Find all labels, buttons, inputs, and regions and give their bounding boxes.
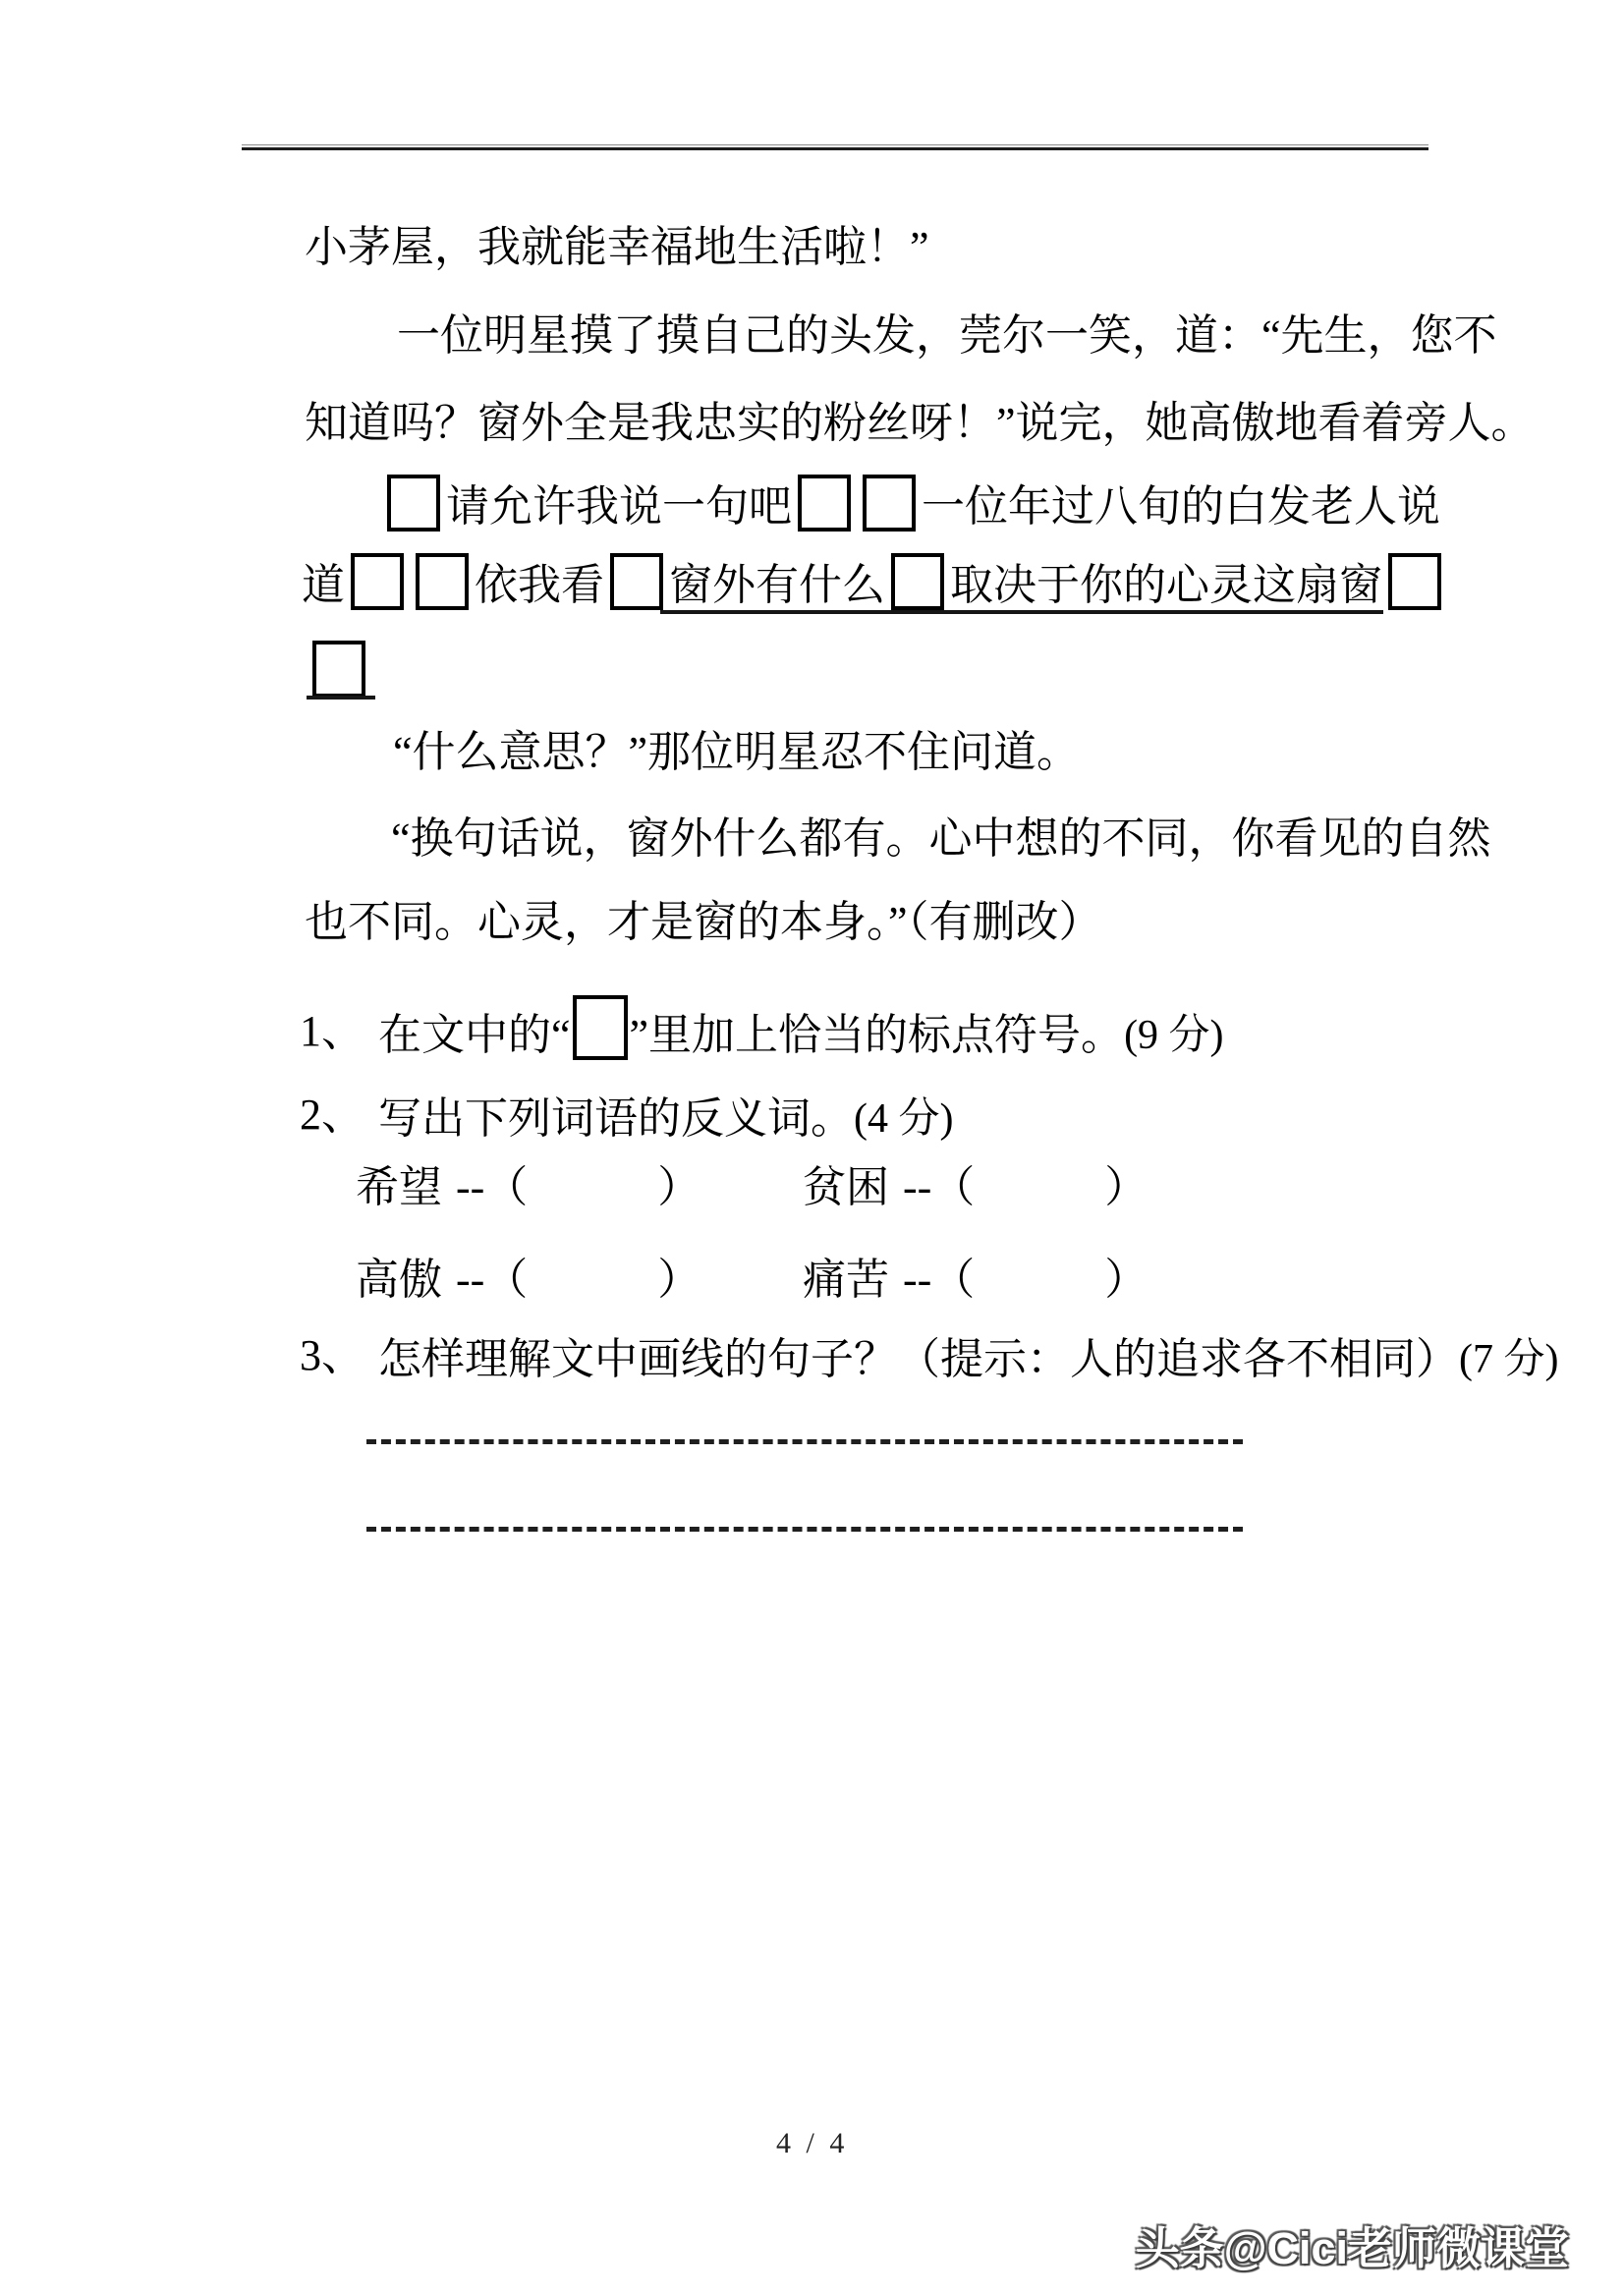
- question-1: [300, 1003, 1224, 1068]
- antonym-word: 贫困: [803, 1163, 889, 1211]
- punctuation-box[interactable]: [351, 553, 404, 610]
- question-2: [300, 1087, 953, 1148]
- passage-text-underlined: 窗外有什么: [669, 560, 885, 609]
- antonym-blank[interactable]: --（ ）: [903, 1256, 1148, 1304]
- punctuation-box[interactable]: [312, 641, 365, 698]
- answer-line[interactable]: [366, 1439, 1243, 1444]
- answer-line[interactable]: [366, 1527, 1243, 1532]
- question-number: 3、: [300, 1331, 364, 1379]
- watermark: 头条@Cici老师微课堂: [1135, 2223, 1569, 2273]
- punctuation-box[interactable]: [1388, 553, 1441, 610]
- passage-text: 小茅屋，我就能幸福地生活啦！”: [305, 222, 929, 271]
- passage-line-2: [397, 304, 1497, 364]
- passage-line-4: [381, 475, 1440, 535]
- punctuation-box[interactable]: [610, 553, 663, 610]
- antonym-item: [356, 1151, 700, 1214]
- passage-line-9: [305, 890, 1102, 951]
- question-3: [300, 1327, 1558, 1388]
- punctuation-box[interactable]: [798, 475, 851, 532]
- sentence-underline: [307, 696, 375, 700]
- punctuation-box[interactable]: [863, 475, 916, 532]
- passage-text: 请允许我说一句吧: [446, 481, 792, 531]
- passage-line-8: [391, 807, 1491, 868]
- antonym-blank[interactable]: --（ ）: [456, 1163, 701, 1211]
- passage-text: “什么意思？”那位明星忍不住问道。: [393, 727, 1081, 776]
- passage-text: 一位年过八旬的白发老人说: [922, 481, 1440, 531]
- antonym-blank[interactable]: --（ ）: [456, 1256, 701, 1304]
- question-score: (4 分): [854, 1095, 954, 1142]
- punctuation-box[interactable]: [573, 995, 628, 1060]
- sentence-underline: [660, 610, 1383, 614]
- antonym-item: [803, 1244, 1148, 1307]
- punctuation-box[interactable]: [387, 475, 440, 532]
- header-divider-rule: [242, 144, 1428, 150]
- question-text: 写出下列词语的反义词。: [378, 1093, 854, 1143]
- antonym-word: 希望: [356, 1163, 442, 1211]
- question-text: 怎样理解文中画线的句子？（提示：人的追求各不相同）: [378, 1334, 1459, 1383]
- passage-text: 依我看: [475, 560, 604, 609]
- question-text: ”里加上恰当的标点符号。: [629, 1011, 1125, 1059]
- question-text: 在文中的“: [378, 1011, 571, 1059]
- question-score: (9 分): [1124, 1013, 1224, 1058]
- question-number: 1、: [300, 1007, 364, 1056]
- page-number: 4 / 4: [776, 2127, 849, 2159]
- passage-text: 知道吗？窗外全是我忠实的粉丝呀！”说完，她高傲地看着旁人。: [305, 398, 1535, 447]
- passage-text: 一位明星摸了摸自己的头发，莞尔一笑，道：“先生，您不: [397, 310, 1497, 360]
- passage-line-7: [393, 720, 1080, 781]
- passage-text-underlined: 取决于你的心灵这扇窗: [950, 560, 1382, 609]
- question-score: (7 分): [1459, 1336, 1559, 1382]
- antonym-item: [803, 1151, 1148, 1214]
- punctuation-box[interactable]: [416, 553, 469, 610]
- antonym-word: 痛苦: [803, 1256, 889, 1304]
- punctuation-box[interactable]: [891, 553, 944, 610]
- passage-line-1: [305, 215, 929, 276]
- antonym-word: 高傲: [356, 1256, 442, 1304]
- passage-text: 道: [302, 560, 345, 609]
- passage-line-3: [305, 391, 1535, 452]
- antonym-item: [356, 1244, 700, 1307]
- passage-line-5: [302, 553, 1447, 614]
- passage-text: “换句话说，窗外什么都有。心中想的不同，你看见的自然: [391, 813, 1491, 863]
- passage-text: 也不同。心灵，才是窗的本身。”（有删改）: [305, 897, 1102, 946]
- question-number: 2、: [300, 1091, 364, 1139]
- antonym-blank[interactable]: --（ ）: [903, 1163, 1148, 1211]
